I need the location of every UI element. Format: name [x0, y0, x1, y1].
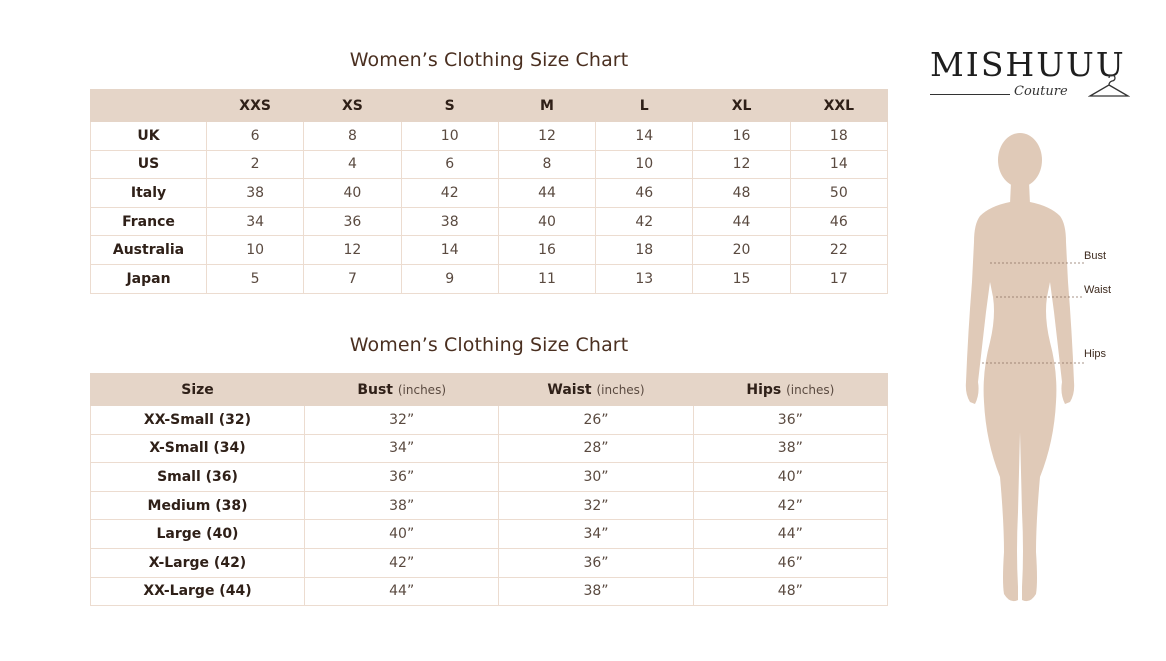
column-header: XXL [790, 90, 887, 122]
table-cell: 22 [790, 236, 887, 265]
logo-underline [930, 94, 1010, 95]
table-cell: 26” [499, 406, 693, 435]
column-header: XXS [207, 90, 304, 122]
table-cell: 38” [305, 491, 499, 520]
hanger-icon [1088, 74, 1130, 100]
column-header: L [596, 90, 693, 122]
table-cell: 15 [693, 264, 790, 293]
table-cell: 34” [499, 520, 693, 549]
table-cell: 36” [693, 406, 887, 435]
table-cell: 12 [693, 150, 790, 179]
woman-silhouette [960, 132, 1100, 612]
row-label: US [91, 150, 207, 179]
table-cell: 46 [596, 179, 693, 208]
table-cell: 42 [401, 179, 498, 208]
size-chart-title-1: Women’s Clothing Size Chart [349, 49, 629, 71]
table-cell: 9 [401, 264, 498, 293]
column-header: S [401, 90, 498, 122]
table-cell: 17 [790, 264, 887, 293]
table-header-row [91, 90, 888, 122]
column-header: XS [304, 90, 401, 122]
table-cell: 32” [305, 406, 499, 435]
brand-logo [930, 46, 1130, 106]
size-column-header: Size [91, 374, 305, 406]
table-cell: 38” [499, 577, 693, 606]
table-row [91, 434, 888, 463]
row-label: Japan [91, 264, 207, 293]
bust-label: Bust [1084, 250, 1107, 262]
table-cell: 36” [499, 548, 693, 577]
table-row [91, 122, 888, 151]
table-cell: 4 [304, 150, 401, 179]
table-cell: 10 [207, 236, 304, 265]
table-cell: 44 [498, 179, 595, 208]
table-cell: 12 [498, 122, 595, 151]
table-cell: 46” [693, 548, 887, 577]
table-cell: 44” [305, 577, 499, 606]
waist-label: Waist [1084, 284, 1112, 296]
table-cell: 6 [207, 122, 304, 151]
column-name: Hips [746, 381, 782, 398]
table-cell: 40” [693, 463, 887, 492]
table-row [91, 236, 888, 265]
table-cell: 40 [304, 179, 401, 208]
table-row [91, 150, 888, 179]
table-cell: 36” [305, 463, 499, 492]
table-cell: 18 [596, 236, 693, 265]
table-cell: 46 [790, 207, 887, 236]
table-cell: 42” [693, 491, 887, 520]
table-cell: 30” [499, 463, 693, 492]
table-row [91, 264, 888, 293]
table-cell: 10 [596, 150, 693, 179]
row-label: Italy [91, 179, 207, 208]
international-size-table [90, 89, 888, 294]
row-label: XX-Large (44) [91, 577, 305, 606]
table-cell: 40 [498, 207, 595, 236]
table-cell: 38 [207, 179, 304, 208]
table-cell: 40” [305, 520, 499, 549]
table-cell: 10 [401, 122, 498, 151]
table-cell: 48” [693, 577, 887, 606]
table-cell: 32” [499, 491, 693, 520]
table-cell: 6 [401, 150, 498, 179]
bust-column-header [305, 374, 499, 406]
logo-wordmark: MISHUUU [930, 45, 1126, 84]
table-row [91, 548, 888, 577]
table-cell: 13 [596, 264, 693, 293]
table-cell: 20 [693, 236, 790, 265]
table-row [91, 520, 888, 549]
body-measurement-figure [960, 132, 1112, 616]
table-row [91, 463, 888, 492]
table-cell: 8 [304, 122, 401, 151]
table-cell: 44 [693, 207, 790, 236]
column-header: M [498, 90, 595, 122]
row-label: X-Large (42) [91, 548, 305, 577]
table-cell: 18 [790, 122, 887, 151]
column-name: Waist [547, 381, 592, 398]
table-row [91, 179, 888, 208]
column-name: Bust [357, 381, 393, 398]
table-row [91, 577, 888, 606]
column-unit: (inches) [786, 382, 835, 397]
row-label: Large (40) [91, 520, 305, 549]
row-label: Medium (38) [91, 491, 305, 520]
row-label: Small (36) [91, 463, 305, 492]
hips-label: Hips [1084, 348, 1107, 360]
row-label: X-Small (34) [91, 434, 305, 463]
table-cell: 14 [790, 150, 887, 179]
column-header: XL [693, 90, 790, 122]
hips-column-header [693, 374, 887, 406]
size-chart-title-2: Women’s Clothing Size Chart [349, 334, 629, 356]
column-unit: (inches) [397, 382, 446, 397]
table-cell: 2 [207, 150, 304, 179]
table-cell: 11 [498, 264, 595, 293]
table-cell: 5 [207, 264, 304, 293]
table-cell: 12 [304, 236, 401, 265]
row-label: Australia [91, 236, 207, 265]
table-cell: 36 [304, 207, 401, 236]
table-cell: 34 [207, 207, 304, 236]
table-cell: 14 [401, 236, 498, 265]
table-cell: 14 [596, 122, 693, 151]
table-cell: 7 [304, 264, 401, 293]
table-cell: 16 [498, 236, 595, 265]
corner-cell [91, 90, 207, 122]
table-cell: 42” [305, 548, 499, 577]
table-row [91, 406, 888, 435]
table-cell: 28” [499, 434, 693, 463]
table-cell: 42 [596, 207, 693, 236]
measurement-table [90, 373, 888, 606]
row-label: France [91, 207, 207, 236]
table-cell: 8 [498, 150, 595, 179]
table-header-row [91, 374, 888, 406]
column-unit: (inches) [596, 382, 645, 397]
table-cell: 34” [305, 434, 499, 463]
table-cell: 44” [693, 520, 887, 549]
table-cell: 38 [401, 207, 498, 236]
logo-subtitle: Couture [1014, 84, 1068, 99]
waist-column-header [499, 374, 693, 406]
table-cell: 16 [693, 122, 790, 151]
table-row [91, 207, 888, 236]
table-row [91, 491, 888, 520]
row-label: XX-Small (32) [91, 406, 305, 435]
table-cell: 38” [693, 434, 887, 463]
table-cell: 50 [790, 179, 887, 208]
row-label: UK [91, 122, 207, 151]
table-cell: 48 [693, 179, 790, 208]
